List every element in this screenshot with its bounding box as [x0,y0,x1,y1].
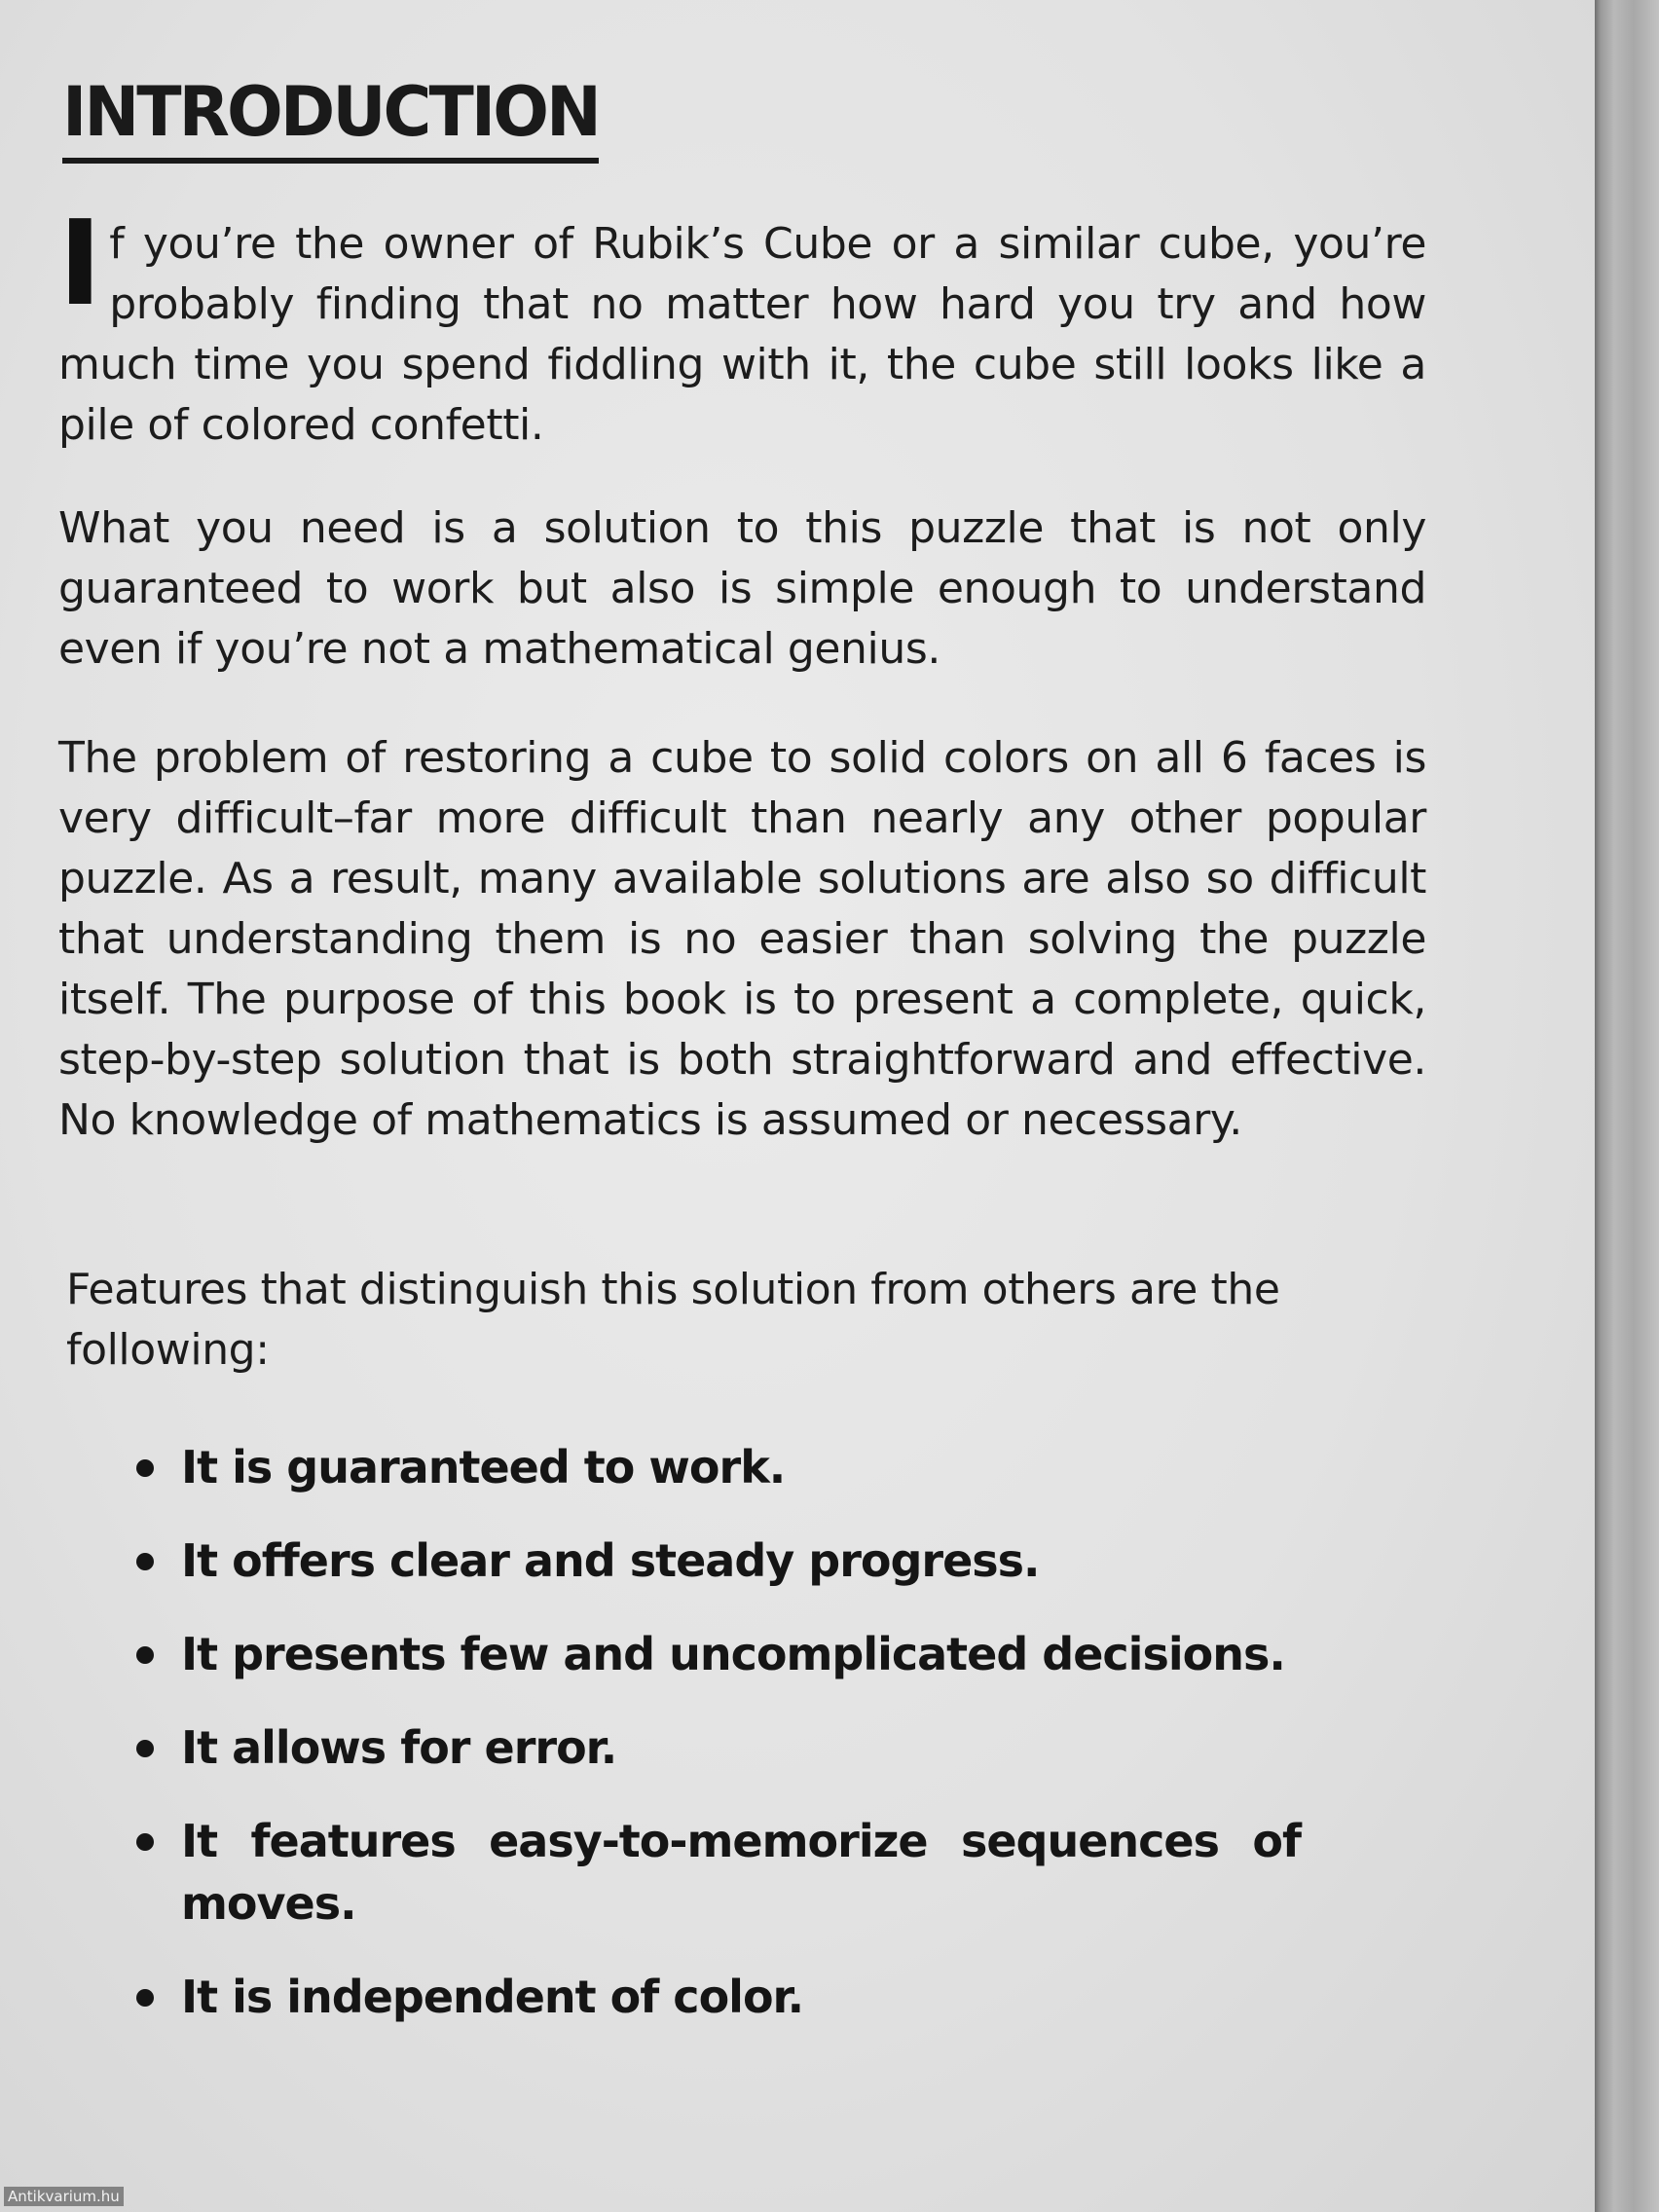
intro-paragraph-1 [58,197,1426,456]
bullet-icon [136,1459,154,1477]
bullet-icon [136,1646,154,1664]
feature-item [136,1810,1301,1935]
feature-text: It is guaranteed to work. [181,1441,786,1493]
feature-item [136,1966,1421,2028]
intro-paragraph-1-text: f you’re the owner of Rubik’s Cube or a similar cube, you’re probably finding that no matter how hard you try and how much time you spend fiddling with it, the cube still looks like a pile of colored confetti. [58,219,1426,450]
feature-text: It features easy-to-memorize sequences of moves. [181,1815,1301,1930]
bullet-icon [136,1740,154,1757]
watermark: Antikvarium.hu [4,2187,124,2206]
feature-list [136,1436,1421,2059]
feature-text: It presents few and uncomplicated decisions. [181,1628,1285,1680]
feature-item [136,1436,1421,1498]
feature-item [136,1716,1421,1779]
intro-paragraph-2: What you need is a solution to this puzzle that is not only guaranteed to work but also is simple enough to understand even if you’re not a mathematical genius. [58,503,1426,674]
feature-text: It allows for error. [181,1721,617,1774]
bullet-icon [136,1553,154,1570]
drop-cap: I [58,197,102,332]
bullet-icon [136,1833,154,1851]
page-heading: INTRODUCTION [62,70,599,164]
bullet-icon [136,1989,154,2007]
page-edge-shadow [1595,0,1659,2212]
feature-item [136,1623,1421,1685]
intro-paragraph-3: The problem of restoring a cube to solid colors on all 6 faces is very difficult–far more difficult than nearly any other popular puzzle. As a result, many available solutions are also so difficult that understanding them is no easier than solving the puzzle itself. The purpose of this book is to present a complete, quick, step-by-step solution that is both straightforward and effective. No knowledge of mathematics is assumed or necessary. [58,733,1426,1145]
feature-item [136,1530,1421,1592]
feature-text: It offers clear and steady progress. [181,1534,1040,1587]
intro-paragraph-4: Features that distinguish this solution from others are the following: [66,1265,1280,1375]
feature-text: It is independent of color. [181,1971,804,2023]
